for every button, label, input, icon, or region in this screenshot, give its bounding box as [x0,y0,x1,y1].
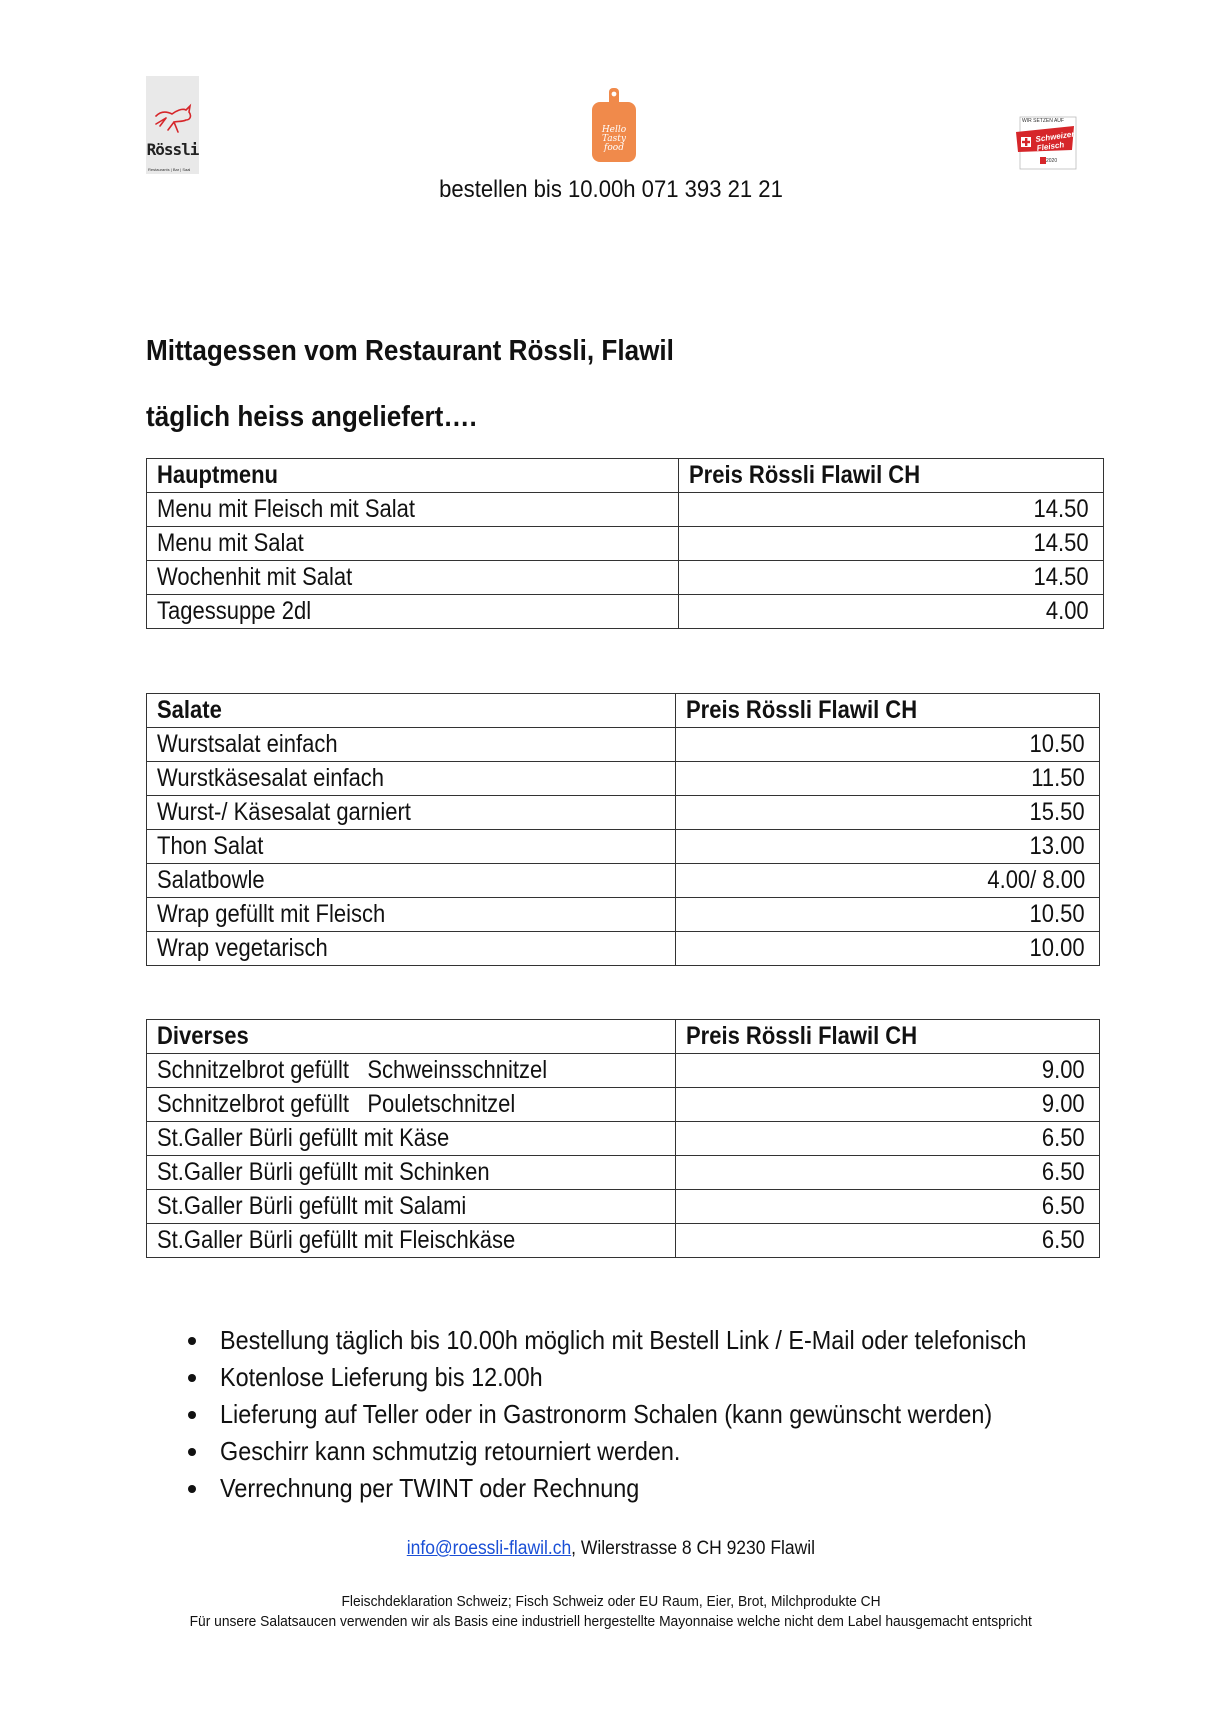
item-name: Wurstsalat einfach [147,728,676,762]
list-item: Geschirr kann schmutzig retourniert werden. [184,1433,1116,1470]
table-row [147,527,1104,561]
list-item: Verrechnung per TWINT oder Rechnung [184,1470,1116,1507]
table-header-row [147,694,1100,728]
table-row [147,898,1100,932]
table-row [147,1190,1100,1224]
item-name: St.Galler Bürli gefüllt mit Salami [147,1190,676,1224]
item-name: Schnitzelbrot gefüllt Pouletschnitzel [147,1088,676,1122]
page-title: Mittagessen vom Restaurant Rössli, Flawil [146,335,674,367]
item-name: St.Galler Bürli gefüllt mit Käse [147,1122,676,1156]
column-header-price: Preis Rössli Flawil CH [676,694,1100,728]
bullet-icon [188,1448,196,1456]
item-name: Wurstkäsesalat einfach [147,762,676,796]
item-price: 9.00 [676,1088,1100,1122]
board-logo-text: Hello Tasty food [601,125,627,153]
table-row [147,1156,1100,1190]
item-price: 14.50 [679,561,1104,595]
item-name: Tagessuppe 2dl [147,595,679,629]
item-price: 4.00 [679,595,1104,629]
list-item: Kotenlose Lieferung bis 12.00h [184,1359,1116,1396]
item-name: Wurst-/ Käsesalat garniert [147,796,676,830]
item-name: Menu mit Salat [147,527,679,561]
item-price: 9.00 [676,1054,1100,1088]
bullet-icon [188,1485,196,1493]
table-header-row [147,1020,1100,1054]
cutting-board-logo [590,88,638,162]
list-item: Lieferung auf Teller oder in Gastronorm Schalen (kann gewünscht werden) [184,1396,1116,1433]
item-price: 4.00/ 8.00 [676,864,1100,898]
item-name: Wochenhit mit Salat [147,561,679,595]
column-header-item: Hauptmenu [147,459,679,493]
column-header-item: Diverses [147,1020,676,1054]
table-row [147,1054,1100,1088]
list-item: Bestellung täglich bis 10.00h möglich mit Bestell Link / E-Mail oder telefonisch [184,1322,1116,1359]
item-name: Menu mit Fleisch mit Salat [147,493,679,527]
table-row [147,595,1104,629]
item-price: 15.50 [676,796,1100,830]
address-text: , Wilerstrasse 8 CH 9230 Flawil [571,1538,816,1559]
table-row [147,1224,1100,1258]
item-price: 10.50 [676,898,1100,932]
contact-line [0,1538,1222,1560]
item-price: 14.50 [679,493,1104,527]
item-name: Wrap gefüllt mit Fleisch [147,898,676,932]
item-price: 14.50 [679,527,1104,561]
table-row [147,762,1100,796]
diverses-table [146,1019,1100,1258]
table-row [147,1122,1100,1156]
item-price: 10.50 [676,728,1100,762]
table-row [147,561,1104,595]
column-header-price: Preis Rössli Flawil CH [679,459,1104,493]
item-price: 6.50 [676,1190,1100,1224]
table-row [147,796,1100,830]
bullet-icon [188,1374,196,1382]
table-row [147,1088,1100,1122]
item-name: St.Galler Bürli gefüllt mit Schinken [147,1156,676,1190]
hauptmenu-table [146,458,1104,629]
horse-icon [152,102,196,138]
salate-table [146,693,1100,966]
item-price: 6.50 [676,1122,1100,1156]
roessli-logo [146,76,199,174]
item-price: 11.50 [676,762,1100,796]
item-name: Schnitzelbrot gefüllt Schweinsschnitzel [147,1054,676,1088]
meat-declaration: Fleischdeklaration Schweiz; Fisch Schweiz oder EU Raum, Eier, Brot, Milchprodukte CH [341,1593,881,1610]
table-row [147,830,1100,864]
item-price: 10.00 [676,932,1100,966]
bullet-icon [188,1411,196,1419]
item-name: St.Galler Bürli gefüllt mit Fleischkäse [147,1224,676,1258]
table-row [147,728,1100,762]
email-link[interactable]: info@roessli-flawil.ch [406,1538,572,1559]
fleisch-logo-badge: Schweizer Fleisch [1034,129,1075,153]
item-name: Salatbowle [147,864,676,898]
item-price: 13.00 [676,830,1100,864]
bullet-icon [188,1337,196,1345]
order-deadline-phone: bestellen bis 10.00h 071 393 21 21 [439,176,783,203]
fleisch-logo-top-line: WIR SETZEN AUF [1022,118,1064,124]
page-subtitle: täglich heiss angeliefert…. [146,401,477,433]
item-price: 6.50 [676,1224,1100,1258]
order-notes-list [184,1322,1116,1507]
fleisch-logo-year: 2020 [1046,158,1058,164]
table-row [147,864,1100,898]
column-header-price: Preis Rössli Flawil CH [676,1020,1100,1054]
roessli-wordmark: Rössli [146,140,199,159]
item-name: Thon Salat [147,830,676,864]
item-name: Wrap vegetarisch [147,932,676,966]
table-header-row [147,459,1104,493]
item-price: 6.50 [676,1156,1100,1190]
sauce-disclaimer: Für unsere Salatsaucen verwenden wir als Basis eine industriell hergestellte Mayonnaise welche nicht dem Label hausgemacht entspricht [189,1613,1033,1630]
column-header-item: Salate [147,694,676,728]
schweizer-fleisch-logo [1010,116,1078,174]
table-row [147,493,1104,527]
table-row [147,932,1100,966]
roessli-tagline: Restaurants | Bar | Saal [148,167,191,172]
